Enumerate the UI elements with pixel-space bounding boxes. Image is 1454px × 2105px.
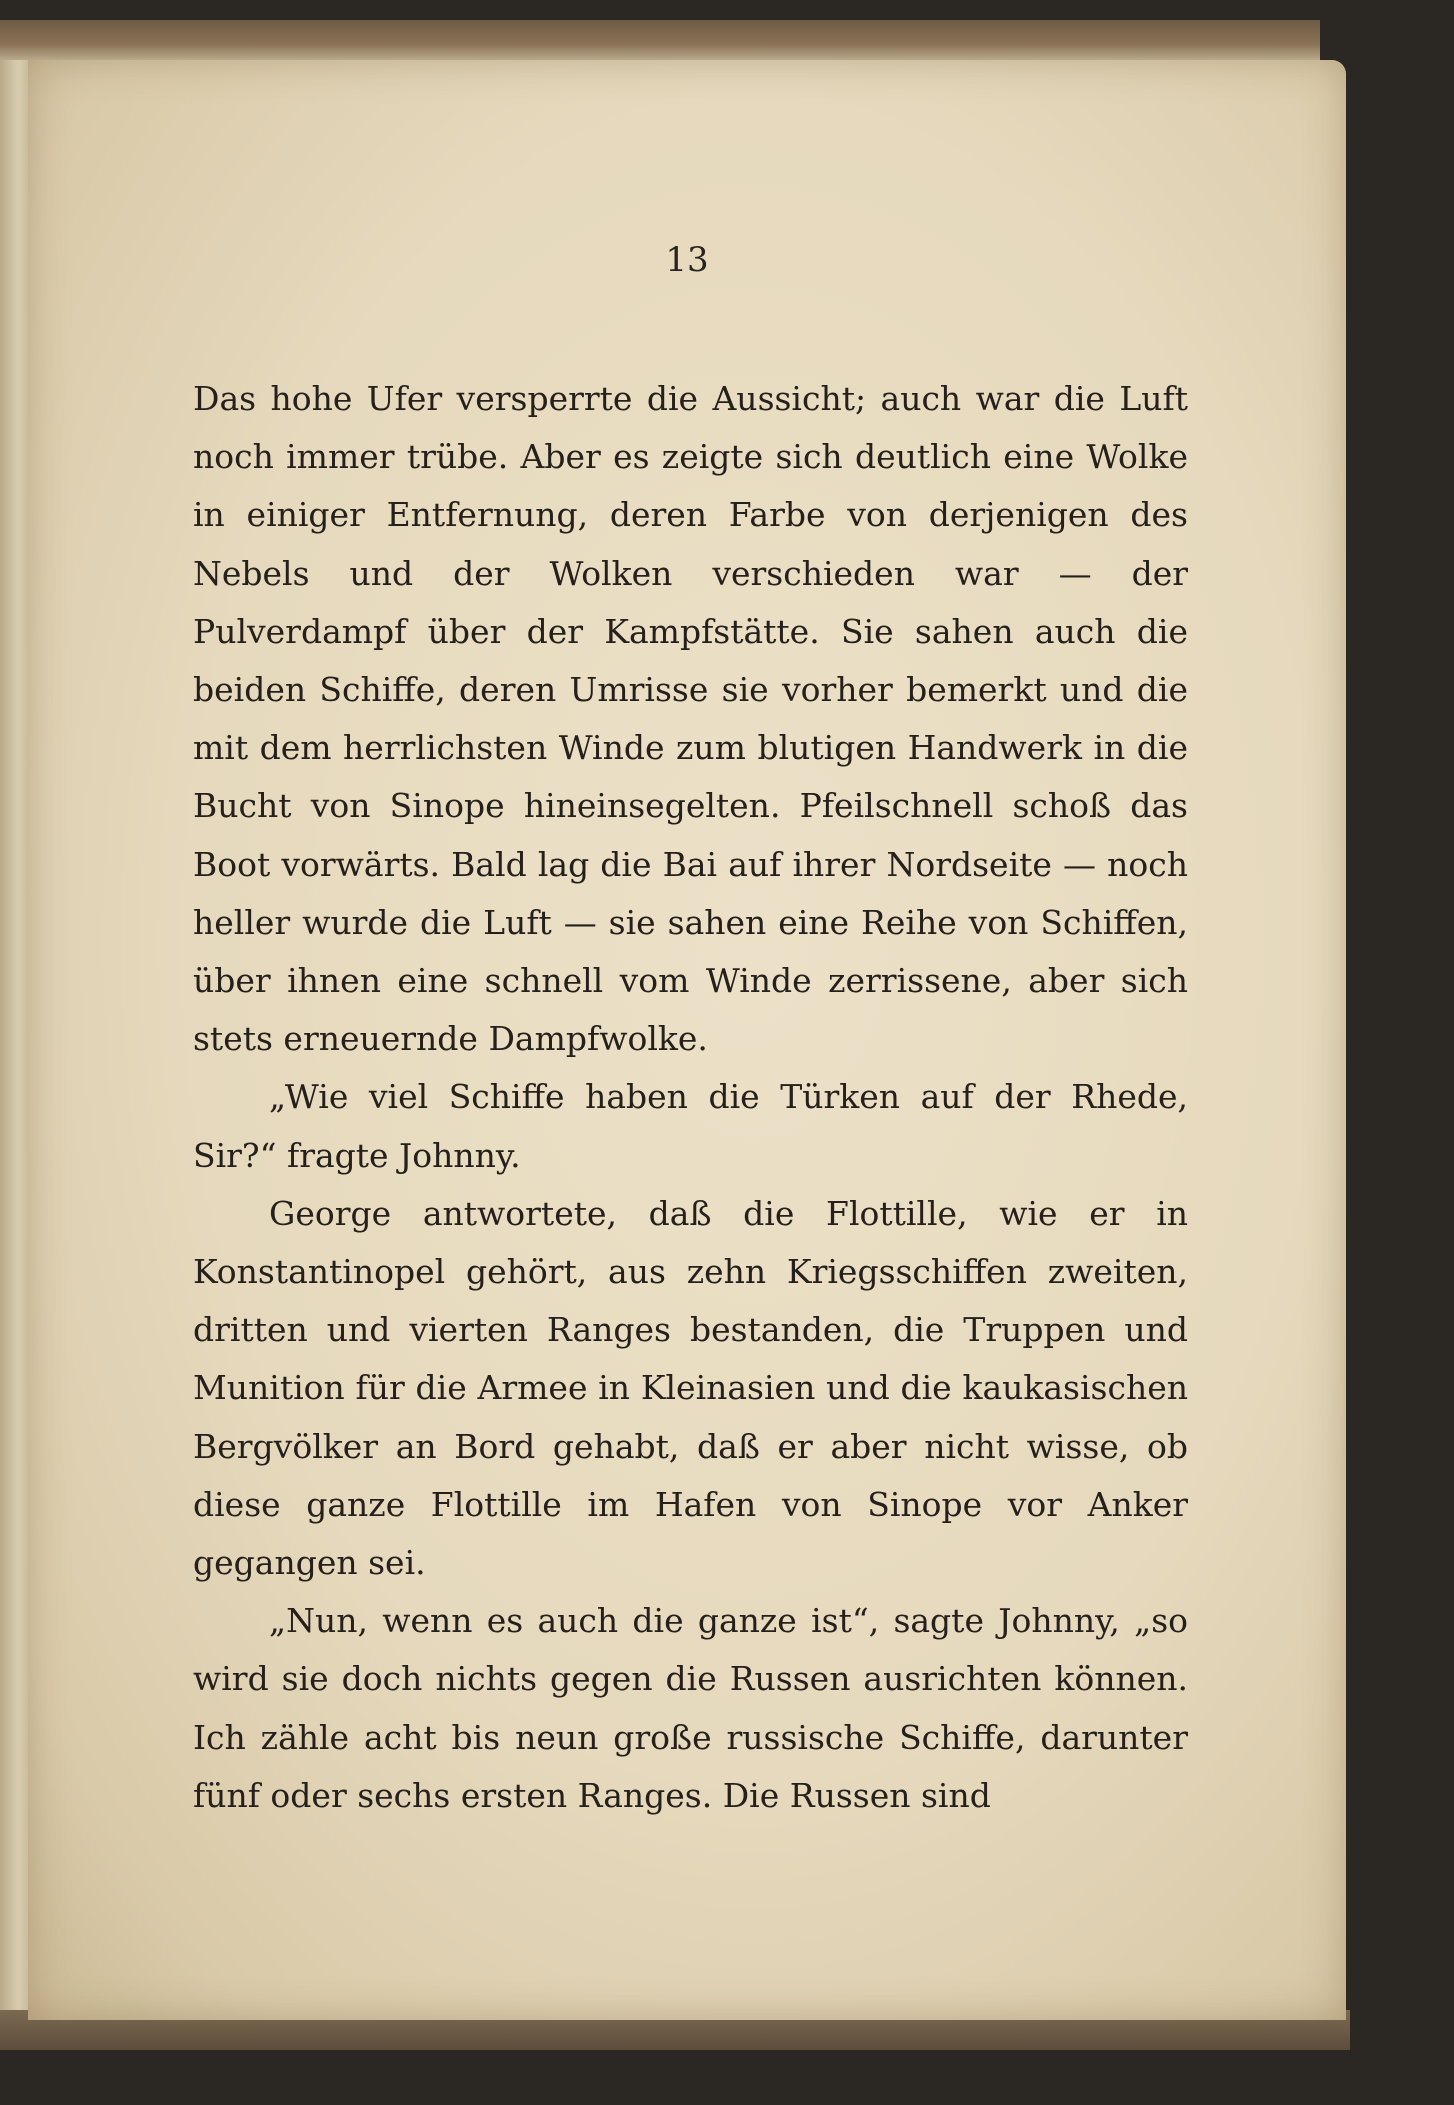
book-top-edge bbox=[0, 20, 1320, 60]
body-text bbox=[193, 370, 1188, 1825]
paragraph-2: „Wie viel Schiffe haben die Türken auf der Rhede, Sir?“ fragte Johnny. bbox=[193, 1077, 1188, 1175]
page-number: 13 bbox=[665, 240, 709, 280]
paragraph-4: „Nun, wenn es auch die ganze ist“, sagte Johnny, „so wird sie doch nichts gegen die Russen ausrichten können. Ich zähle acht bis neun große russische Schiffe, darunter fünf oder sechs ersten Ranges. Die Russen sind bbox=[193, 1601, 1188, 1815]
book-page bbox=[28, 60, 1346, 2020]
previous-page-edge bbox=[0, 40, 30, 2030]
paragraph-1: Das hohe Ufer versperrte die Aussicht; auch war die Luft noch immer trübe. Aber es zeigte sich deutlich eine Wolke in einiger Entfernung, deren Farbe von derjenigen des Nebels und der Wolken verschieden war — der Pulverdampf über der Kampfstätte. Sie sahen auch die beiden Schiffe, deren Umrisse sie vorher bemerkt und die mit dem herrlichsten Winde zum blutigen Handwerk in die Bucht von Sinope hineinsegelten. Pfeilschnell schoß das Boot vorwärts. Bald lag die Bai auf ihrer Nordseite — noch heller wurde die Luft — sie sahen eine Reihe von Schiffen, über ihnen eine schnell vom Winde zerrissene, aber sich stets erneuernde Dampfwolke. bbox=[193, 379, 1188, 1059]
paragraph-3: George antwortete, daß die Flottille, wie er in Konstantinopel gehört, aus zehn Kriegsschiffen zweiten, dritten und vierten Ranges bestanden, die Truppen und Munition für die Armee in Kleinasien und die kaukasischen Bergvölker an Bord gehabt, daß er aber nicht wisse, ob diese ganze Flottille im Hafen von Sinope vor Anker gegangen sei. bbox=[193, 1193, 1188, 1583]
